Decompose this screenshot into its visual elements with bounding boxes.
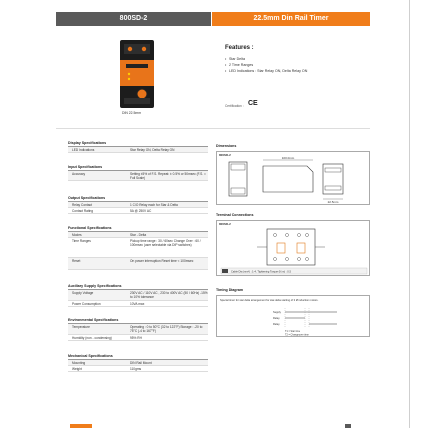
spec-key: Modes (72, 233, 82, 237)
terminal-diagram (216, 220, 370, 276)
spec-row (68, 238, 208, 258)
section-title: Mechanical Specifications (68, 354, 113, 358)
dimension-height-text: 22.5mm (327, 200, 339, 204)
spec-row (68, 171, 208, 181)
certification-label: Certification : (225, 104, 244, 108)
spec-key: Time Ranges (72, 239, 91, 243)
spec-key: Temperature (72, 325, 90, 329)
section-title: Input Specifications (68, 165, 103, 169)
spec-value: Pickup time range : 30 / 60sec Change Over : 60 / 100msec (user selectable via DIP switches) (130, 239, 201, 248)
spec-key: Contact Rating (72, 209, 94, 213)
features-title: Features : (225, 45, 254, 51)
spec-row (68, 258, 208, 270)
section-title: Functional Specifications (68, 226, 112, 230)
feature-item: • LED Indications : Star Relay ON, Delta Relay ON (225, 69, 307, 73)
timing-drawing (217, 296, 371, 338)
spec-value: On power interruption Reset time < 100msec (130, 259, 194, 263)
footer-brand-tab (70, 424, 92, 428)
product-image (116, 38, 158, 110)
spec-key: Reset (72, 259, 81, 263)
spec-row (68, 290, 208, 301)
spec-key: Weight (72, 367, 82, 371)
spec-key: Accuracy (72, 172, 86, 176)
spec-key: Mounting (72, 361, 86, 365)
section-title: Output Specifications (68, 196, 106, 200)
terminal-drawing (217, 221, 371, 277)
spec-value: Star - Delta (130, 233, 147, 237)
timing-diagram (216, 295, 370, 337)
page-edge-line (409, 0, 410, 428)
spec-value: Setting ±5% of F.S. Repeat: ± 0.5% or 50msec (F.S. = Full Scale) (130, 172, 206, 181)
spec-key: Power Consumption (72, 302, 101, 306)
spec-key: Relay Contact (72, 203, 93, 207)
spec-value: Operating : 0 to 50°C (32 to 122°F) Storage : -20 to 75°C (-4 to 167°F) (130, 325, 203, 334)
features-list (225, 57, 307, 76)
spec-value: 1 C/O Relay each for Star & Delta (130, 203, 178, 207)
dimensions-drawing (217, 152, 371, 206)
dimension-width-text: 100.0mm (281, 156, 295, 160)
spec-value: 230V AC / 110V AC , 230 to 400V AC (50 / 60Hz) -15% to 10% tolerance (130, 291, 208, 300)
dimensions-title: Dimensions (216, 144, 237, 148)
section-title: Environmental Specifications (68, 318, 119, 322)
spec-value: 5A @ 250V AC (130, 209, 152, 213)
feature-item: • 2 Time Ranges (225, 63, 307, 67)
timing-note: Special timer for star delta arrangement for star-delta starting of 3 Ø induction motors. (220, 299, 319, 302)
spec-value: 95% RH (130, 336, 142, 340)
spec-value: 10VA max (130, 302, 145, 306)
spec-row (68, 335, 208, 341)
section-divider (56, 128, 370, 129)
spec-row (68, 301, 208, 307)
dimensions-model-label: 800SD-2 (219, 153, 231, 157)
spec-value: Star Relay ON, Delta Relay ON (130, 148, 175, 152)
spec-row (68, 366, 208, 372)
spec-key: Humidity (non - condensing) (72, 336, 112, 340)
feature-item: • Star Delta (225, 57, 307, 61)
model-header: 800SD-2 (56, 12, 211, 26)
title-header: 22.5mm Din Rail Timer (212, 12, 370, 26)
spec-value: DIN Rail Mount (130, 361, 152, 365)
section-title: Display Specifications (68, 141, 107, 145)
timing-legend: T1 = Star time (285, 330, 301, 333)
footer-page-tab (345, 424, 351, 428)
section-title: Auxiliary Supply Specifications (68, 284, 122, 288)
terminal-title: Terminal Connections (216, 213, 254, 217)
timing-row-label: Relay (273, 317, 280, 320)
timing-legend: T2 = Changeover time (285, 333, 309, 337)
dimensions-diagram (216, 151, 370, 205)
timing-row-label: Relay (273, 323, 280, 326)
spec-row (68, 147, 208, 153)
terminal-model-label: 800SD-2 (219, 222, 231, 226)
timing-title: Timing Diagram (216, 288, 244, 292)
spec-key: LED Indications (72, 148, 95, 152)
spec-key: Supply Voltage (72, 291, 94, 295)
ce-mark-icon: CE (248, 100, 258, 107)
terminal-note: Cable Dia (mm²) : 1-4, Tightening Torque (N.m) : 0.5 (231, 270, 291, 274)
timing-row-label: Supply (273, 311, 281, 314)
spec-value: 110gms (130, 367, 142, 371)
product-caption: DIN 22.5mm (122, 111, 142, 115)
spec-row (68, 324, 208, 335)
spec-row (68, 208, 208, 214)
